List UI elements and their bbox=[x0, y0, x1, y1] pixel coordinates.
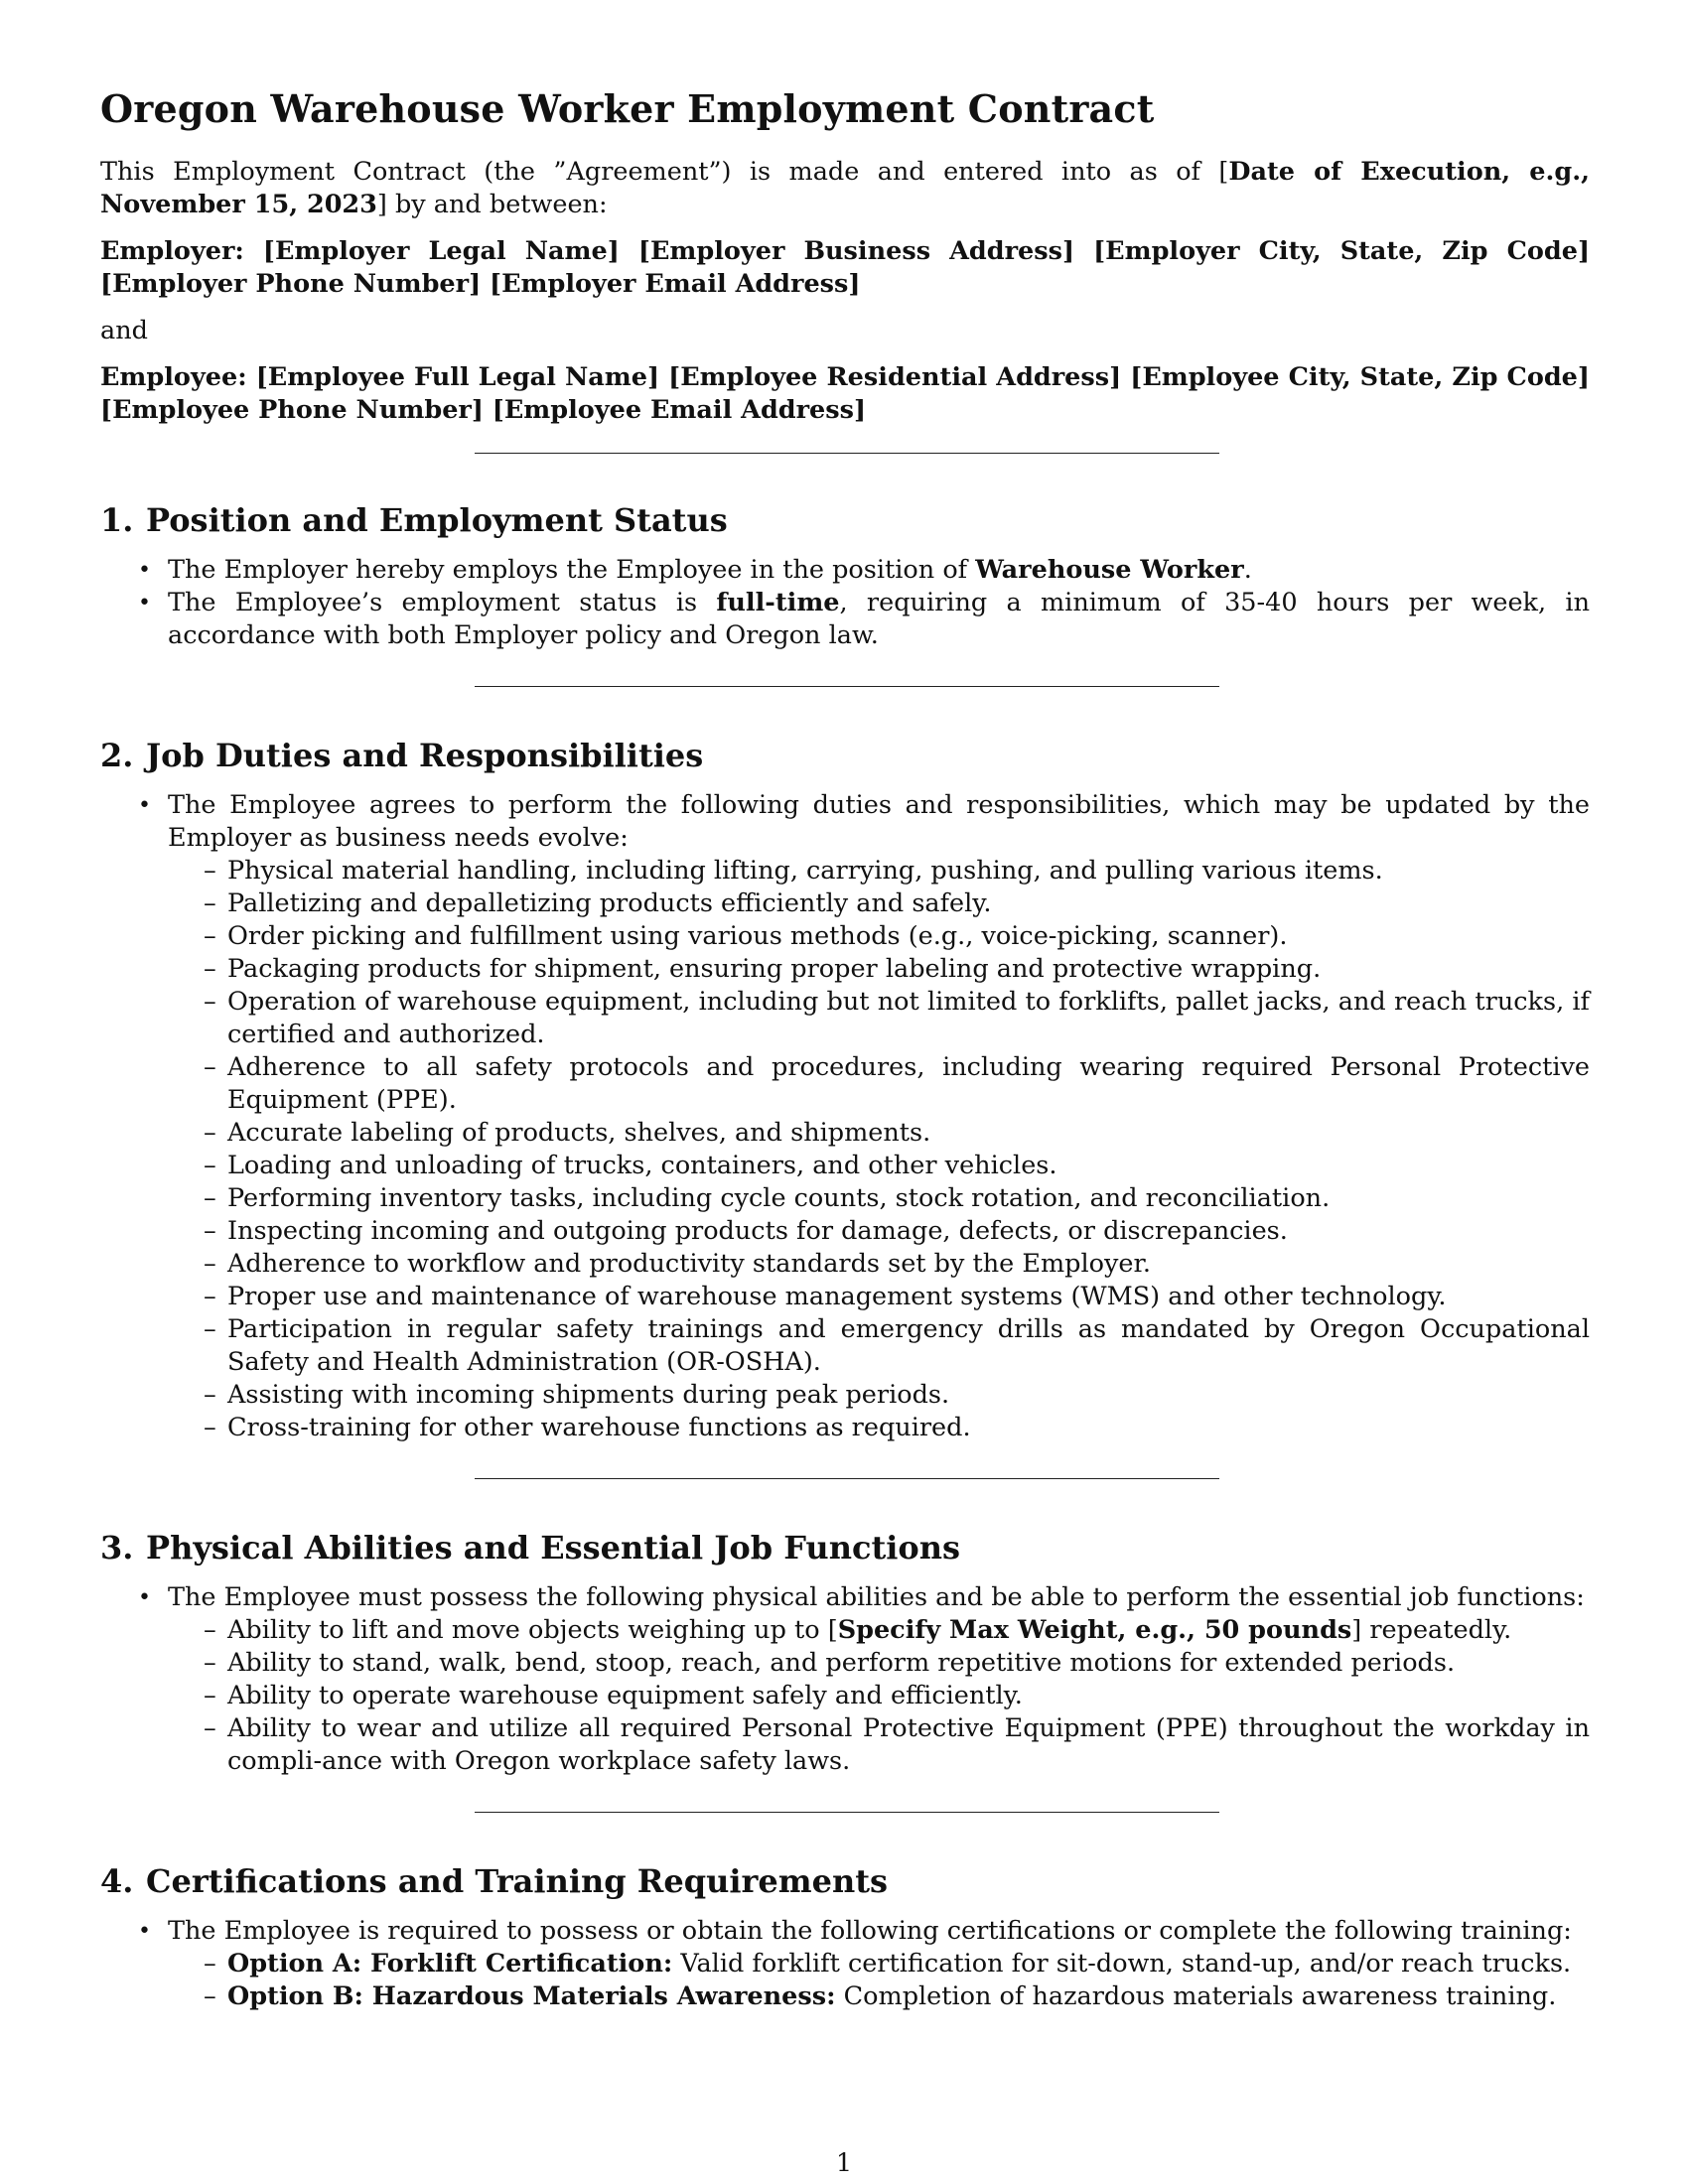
duty-item: – Packaging products for shipment, ensuring proper labeling and protective wrapping. bbox=[168, 953, 1590, 986]
and-text: and bbox=[100, 316, 148, 345]
list-item bbox=[100, 587, 1590, 652]
section-number: 4. bbox=[100, 1862, 134, 1900]
section-2-list bbox=[100, 789, 1590, 1444]
option-a-label: Option A: Forklift Certification: bbox=[227, 1949, 673, 1979]
section-number: 1. bbox=[100, 501, 134, 539]
employee-legal-name: Employee Full Legal Name bbox=[267, 362, 647, 392]
duty-item: – Proper use and maintenance of warehouse management systems (WMS) and other technology. bbox=[168, 1281, 1590, 1313]
employer-phone: Employer Phone Number bbox=[112, 269, 470, 299]
duty-item: – Performing inventory tasks, including cycle counts, stock rotation, and reconciliation. bbox=[168, 1182, 1590, 1215]
section-divider bbox=[475, 453, 1219, 454]
duty-item: – Inspecting incoming and outgoing products for damage, defects, or discrepancies. bbox=[168, 1215, 1590, 1248]
duty-item: – Participation in regular safety trainings and emergency drills as mandated by Oregon Occupational Safety and Health Administration (OR-OSHA). bbox=[168, 1313, 1590, 1379]
section-title: Certifications and Training Requirements bbox=[146, 1862, 889, 1900]
section-divider bbox=[475, 686, 1219, 687]
position-title: Warehouse Worker bbox=[975, 555, 1244, 585]
duty-item: – Palletizing and depalletizing products efficiently and safely. bbox=[168, 887, 1590, 920]
section-title: Physical Abilities and Essential Job Functions bbox=[146, 1529, 960, 1567]
document-page bbox=[100, 87, 1590, 2013]
section-1-heading bbox=[100, 501, 1590, 539]
duty-item: – Physical material handling, including lifting, carrying, pushing, and pulling various items. bbox=[168, 855, 1590, 887]
duty-item: – Adherence to workflow and productivity standards set by the Employer. bbox=[168, 1248, 1590, 1281]
intro-paragraph bbox=[100, 156, 1590, 221]
duty-item: – Loading and unloading of trucks, containers, and other vehicles. bbox=[168, 1150, 1590, 1182]
certification-option-b bbox=[168, 1980, 1590, 2013]
ability-item: – Ability to wear and utilize all required Personal Protective Equipment (PPE) throughout the workday in compli-ance with Oregon workplace safety laws. bbox=[168, 1712, 1590, 1778]
employer-block: Employer: [Employer Legal Name] [Employer Business Address] [Employer City, State, Zip Code] [Employer Phone Number] [Employer Email Address] bbox=[100, 236, 1591, 299]
employee-block: Employee: [Employee Full Legal Name] [Employee Residential Address] [Employee City, State, Zip Code] [Employee Phone Number] [Employee Email Address] bbox=[100, 362, 1590, 425]
employee-phone: Employee Phone Number bbox=[112, 395, 472, 425]
duty-item: – Assisting with incoming shipments during peak periods. bbox=[168, 1379, 1590, 1412]
ability-item: – Ability to stand, walk, bend, stoop, reach, and perform repetitive motions for extended periods. bbox=[168, 1647, 1590, 1680]
duty-item: – Cross-training for other warehouse functions as required. bbox=[168, 1412, 1590, 1444]
employer-business-address: Employer Business Address bbox=[649, 236, 1062, 266]
section-number: 2. bbox=[100, 737, 134, 774]
section-title: Job Duties and Responsibilities bbox=[146, 737, 704, 774]
duty-item: – Accurate labeling of products, shelves, and shipments. bbox=[168, 1117, 1590, 1150]
certification-option-a bbox=[168, 1948, 1590, 1980]
employee-label: Employee: bbox=[100, 362, 247, 392]
employer-label: Employer: bbox=[100, 236, 244, 266]
section-3-list bbox=[100, 1581, 1590, 1778]
abilities-list bbox=[168, 1614, 1590, 1778]
text: The Employee’s employment status is bbox=[168, 588, 717, 617]
list-item bbox=[100, 789, 1590, 1444]
certifications-list bbox=[168, 1948, 1590, 2013]
list-item bbox=[100, 1915, 1590, 2013]
certifications-lead: The Employee is required to possess or obtain the following certifications or complete the following training: bbox=[168, 1916, 1572, 1946]
duties-lead: The Employee agrees to perform the following duties and responsibilities, which may be updated by the Employer as business needs evolve: bbox=[168, 790, 1590, 853]
text: Valid forklift certification for sit-down, stand-up, and/or reach trucks. bbox=[672, 1949, 1572, 1979]
employer-legal-name: Employer Legal Name bbox=[274, 236, 608, 266]
section-divider bbox=[475, 1478, 1219, 1479]
section-number: 3. bbox=[100, 1529, 134, 1567]
duties-list bbox=[168, 855, 1590, 1444]
section-3-heading bbox=[100, 1529, 1590, 1567]
page-number: 1 bbox=[835, 2148, 853, 2178]
document-title: Oregon Warehouse Worker Employment Contract bbox=[100, 86, 1155, 131]
intro-prefix: This Employment Contract (the ”Agreement”) is made and entered into as of [ bbox=[100, 157, 1229, 187]
text: Ability to lift and move objects weighing up to [ bbox=[227, 1615, 838, 1645]
text: , requiring a minimum of 35-40 hours per week, in accordance with both Employer policy and Oregon law. bbox=[168, 588, 1590, 650]
execution-date-placeholder: Date of Execution, e.g., November 15, 2023 bbox=[100, 157, 1590, 219]
section-divider bbox=[475, 1812, 1219, 1813]
intro-suffix: ] by and between: bbox=[376, 190, 608, 219]
option-b-label: Option B: Hazardous Materials Awareness: bbox=[227, 1981, 836, 2011]
duty-item: – Order picking and fulfillment using various methods (e.g., voice-picking, scanner). bbox=[168, 920, 1590, 953]
text: . bbox=[1243, 555, 1252, 585]
employer-city-state-zip: Employer City, State, Zip Code bbox=[1105, 236, 1578, 266]
section-4-heading bbox=[100, 1862, 1590, 1900]
employment-status: full-time bbox=[716, 588, 840, 617]
employee-email: Employee Email Address bbox=[503, 395, 854, 425]
abilities-lead: The Employee must possess the following physical abilities and be able to perform the essential job functions: bbox=[168, 1582, 1585, 1612]
text: ] repeatedly. bbox=[1351, 1615, 1512, 1645]
text: Completion of hazardous materials awareness training. bbox=[835, 1981, 1557, 2011]
ability-item bbox=[168, 1614, 1590, 1647]
section-2-heading bbox=[100, 737, 1590, 774]
ability-item: – Ability to operate warehouse equipment safely and efficiently. bbox=[168, 1680, 1590, 1712]
section-1-list bbox=[100, 554, 1590, 652]
duty-item: – Adherence to all safety protocols and procedures, including wearing required Personal Protective Equipment (PPE). bbox=[168, 1051, 1590, 1117]
max-weight-placeholder: Specify Max Weight, e.g., 50 pounds bbox=[837, 1615, 1352, 1645]
employer-email: Employer Email Address bbox=[501, 269, 849, 299]
list-item bbox=[100, 1581, 1590, 1778]
section-4-list bbox=[100, 1915, 1590, 2013]
list-item bbox=[100, 554, 1590, 587]
employee-residential-address: Employee Residential Address bbox=[680, 362, 1110, 392]
employee-city-state-zip: Employee City, State, Zip Code bbox=[1142, 362, 1578, 392]
section-title: Position and Employment Status bbox=[146, 501, 728, 539]
text: The Employer hereby employs the Employee in the position of bbox=[168, 555, 976, 585]
duty-item: – Operation of warehouse equipment, including but not limited to forklifts, pallet jacks, and reach trucks, if certified and authorized. bbox=[168, 986, 1590, 1051]
